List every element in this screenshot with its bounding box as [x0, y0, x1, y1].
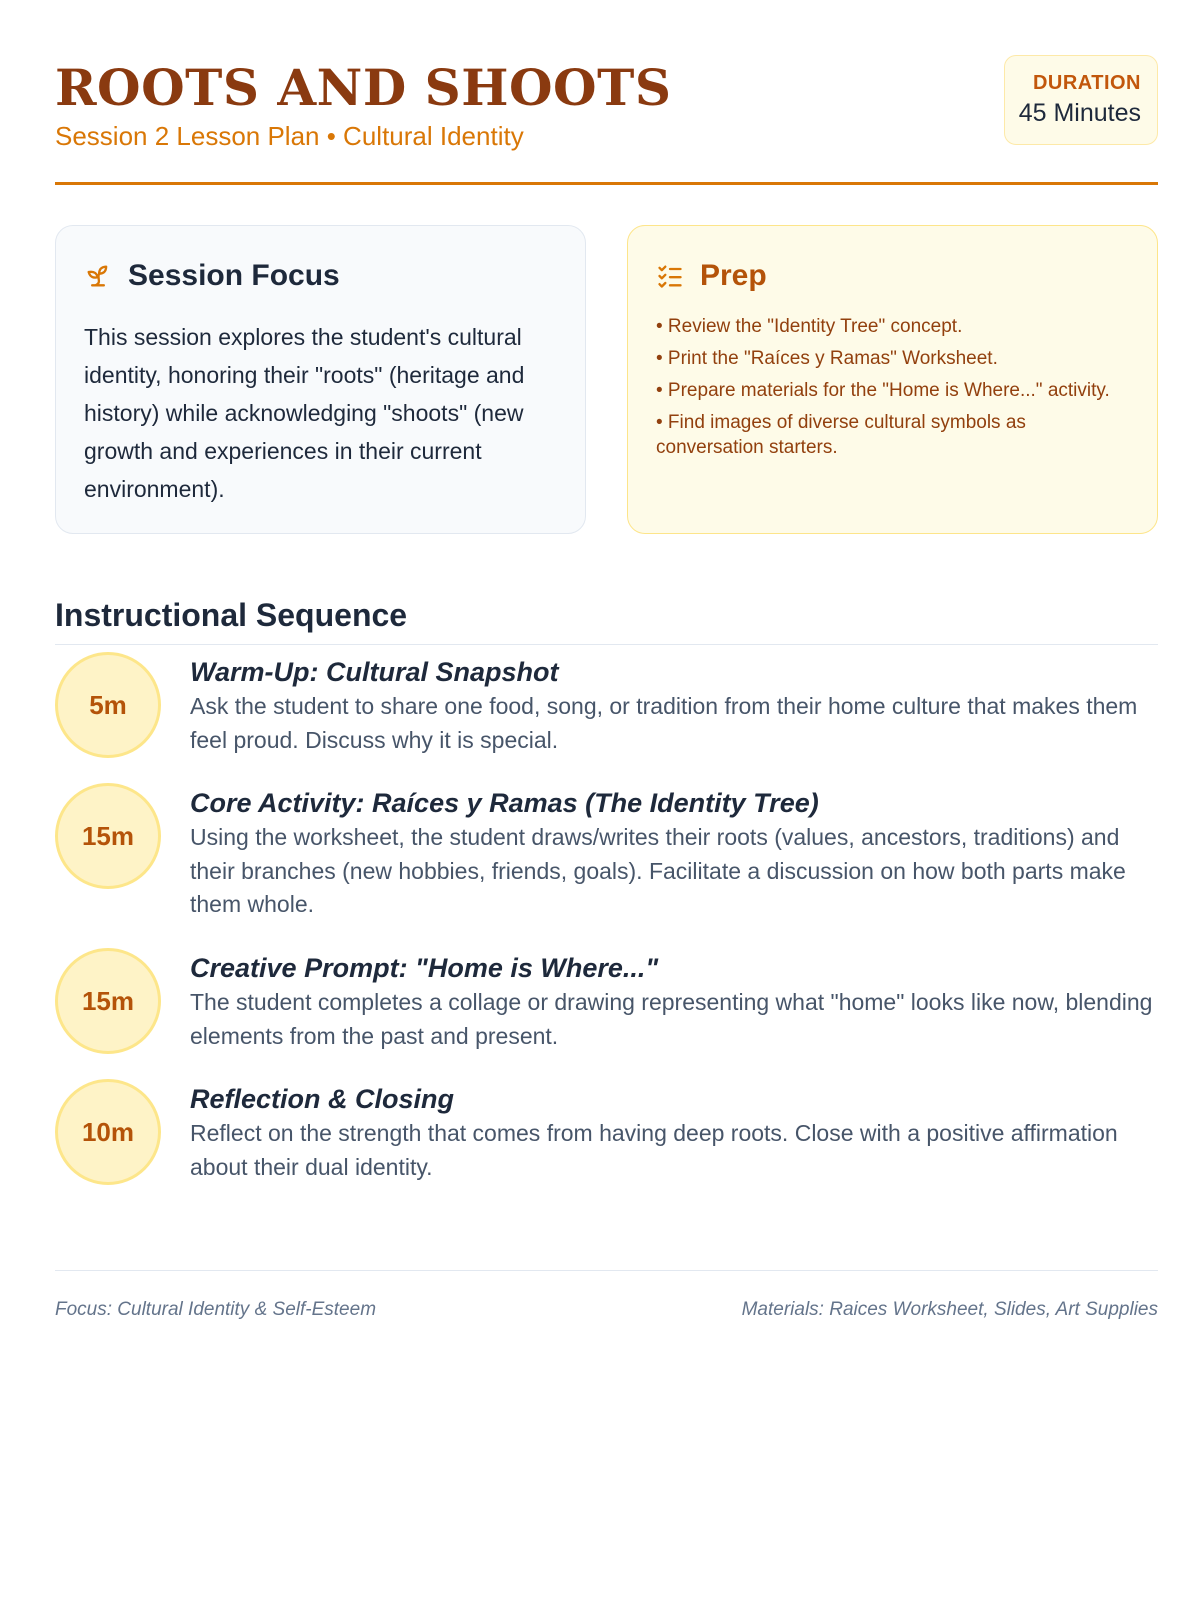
session-focus-header: [84, 256, 340, 296]
step-time-badge: 15m: [55, 783, 161, 889]
duration-label: DURATION: [1032, 72, 1141, 94]
page-subtitle: Session 2 Lesson Plan • Cultural Identity: [55, 121, 524, 151]
step-title: Warm-Up: Cultural Snapshot: [190, 657, 559, 687]
sprout-icon: [84, 262, 112, 290]
page-header: [55, 55, 1158, 185]
prep-header: [656, 256, 767, 296]
instructional-sequence-heading: Instructional Sequence: [55, 595, 1158, 645]
step-time-badge: 10m: [55, 1079, 161, 1185]
footer-focus: Focus: Cultural Identity & Self-Esteem: [55, 1299, 377, 1320]
step-time-badge: 15m: [55, 948, 161, 1054]
checklist-icon: [656, 262, 684, 290]
session-focus-text: This session explores the student's cultural identity, honoring their "roots" (heritage and history) while acknowledging "shoots" (new growth and experiences in their current environment).: [84, 324, 525, 502]
duration-value: 45 Minutes: [1018, 99, 1141, 127]
step-time-badge: 5m: [55, 652, 161, 758]
prep-list: [656, 314, 1126, 467]
page-title: ROOTS AND SHOOTS: [55, 58, 672, 117]
session-focus-title: Session Focus: [128, 259, 340, 292]
session-focus-card: [55, 225, 586, 534]
step-description: Ask the student to share one food, song, or tradition from their home culture that makes them feel proud. Discuss why it is special.: [190, 693, 1138, 753]
footer-materials: Materials: Raices Worksheet, Slides, Art Supplies: [741, 1299, 1158, 1320]
step-description: Using the worksheet, the student draws/writes their roots (values, ancestors, traditions) and their branches (new hobbies, friends, goals). Facilitate a discussion on how both parts make them whole.: [190, 824, 1126, 917]
prep-item: • Prepare materials for the "Home is Where..." activity.: [656, 380, 1110, 401]
duration-box: [1004, 55, 1158, 145]
step-description: The student completes a collage or drawing representing what "home" looks like now, blending elements from the past and present.: [190, 989, 1153, 1049]
prep-item: • Find images of diverse cultural symbols as conversation starters.: [656, 412, 1026, 458]
info-cards: [55, 225, 1158, 535]
step-title: Creative Prompt: "Home is Where...": [190, 953, 659, 983]
lesson-plan-page: [55, 55, 1158, 1320]
page-footer: [55, 1270, 1158, 1330]
prep-item: • Print the "Raíces y Ramas" Worksheet.: [656, 348, 998, 369]
prep-item: • Review the "Identity Tree" concept.: [656, 316, 963, 337]
step-title: Core Activity: Raíces y Ramas (The Identity Tree): [190, 788, 819, 818]
prep-title: Prep: [700, 259, 767, 292]
step-description: Reflect on the strength that comes from having deep roots. Close with a positive affirmation about their dual identity.: [190, 1120, 1118, 1180]
prep-card: [627, 225, 1158, 534]
step-title: Reflection & Closing: [190, 1084, 455, 1114]
